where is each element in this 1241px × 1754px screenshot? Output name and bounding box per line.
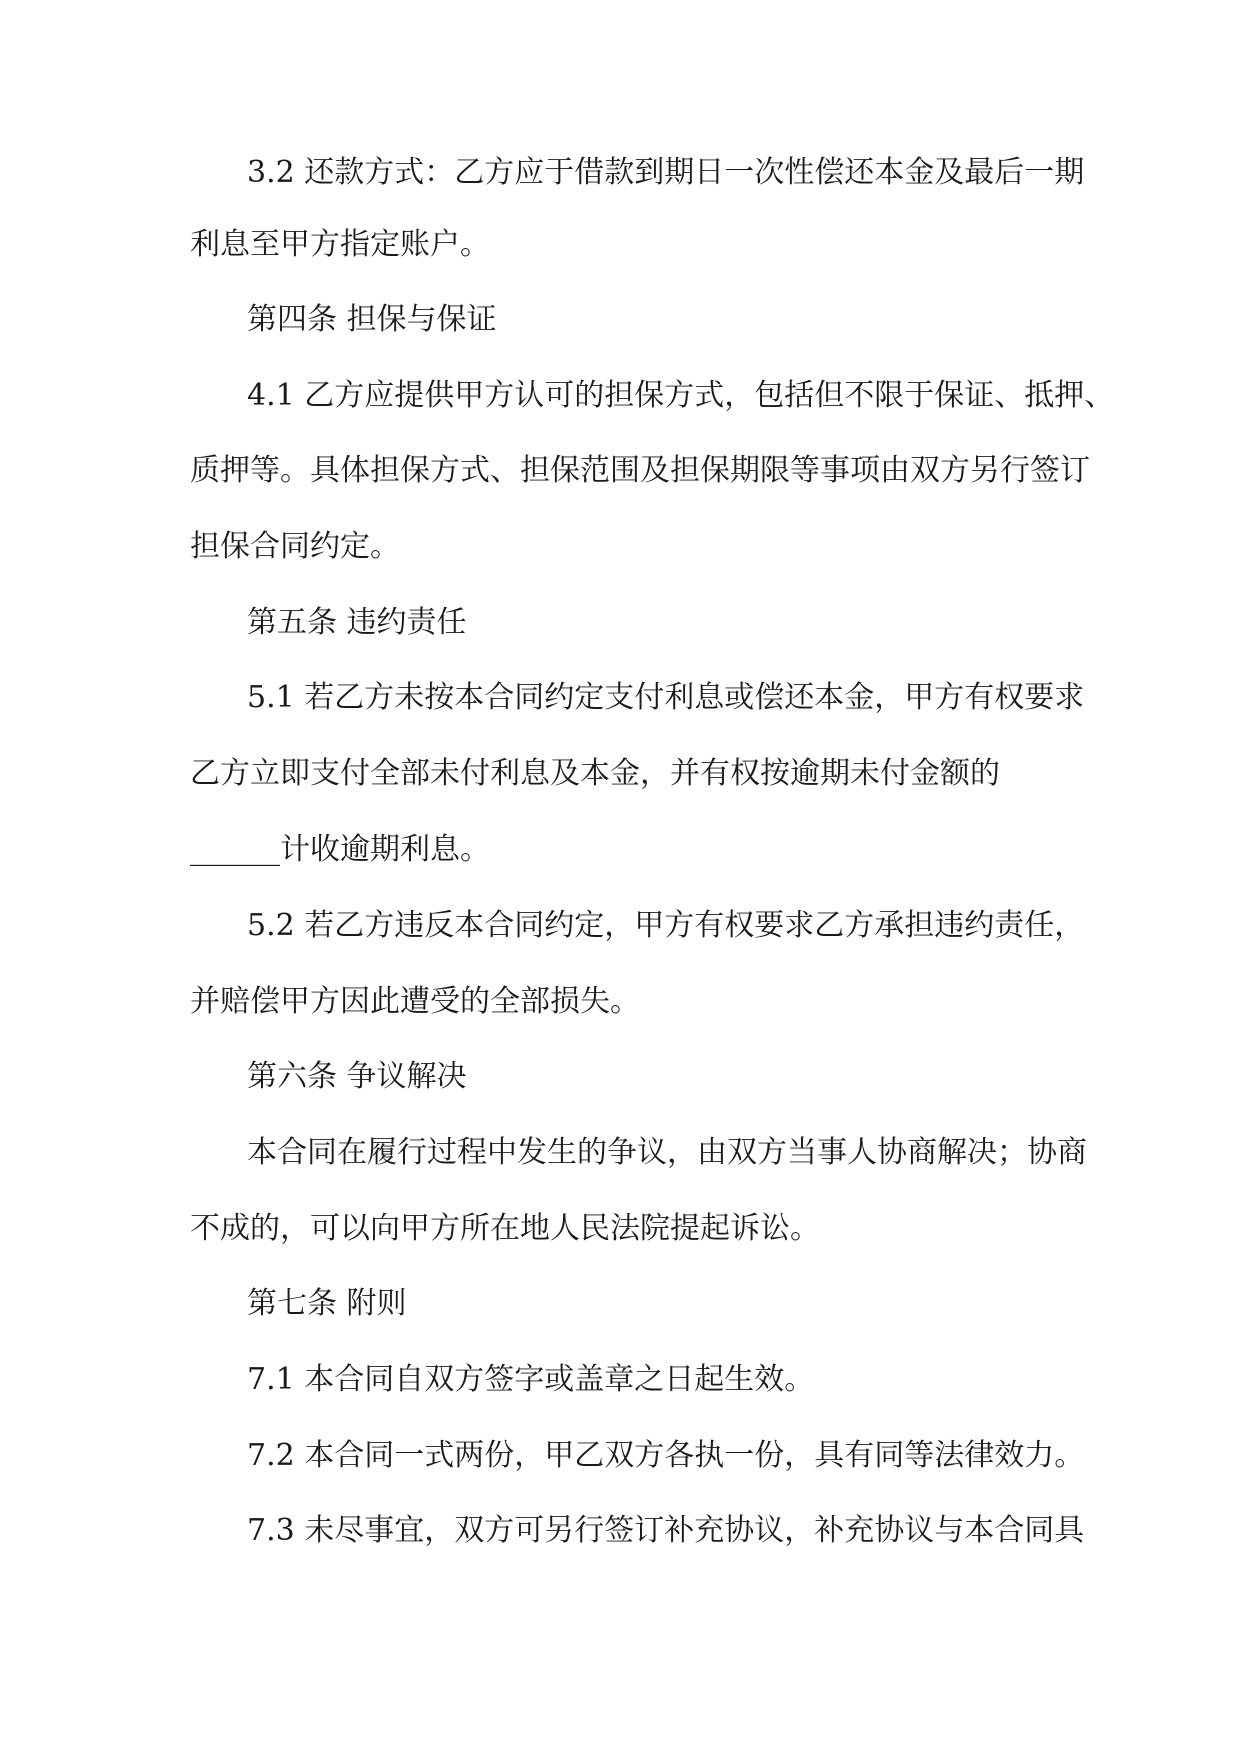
clause-4-1-line-2: 质押等。具体担保方式、担保范围及担保期限等事项由双方另行签订 [190,453,1090,488]
article-7-heading: 第七条 附则 [247,1286,407,1321]
clause-3-2-line-1: 3.2 还款方式：乙方应于借款到期日一次性偿还本金及最后一期 [247,155,1085,190]
clause-4-1-line-3: 担保合同约定。 [190,529,400,564]
clause-5-2-line-2: 并赔偿甲方因此遭受的全部损失。 [190,984,640,1019]
clause-5-1-line-3: ______计收逾期利息。 [190,832,490,867]
article-6-body-line-1: 本合同在履行过程中发生的争议，由双方当事人协商解决；协商 [247,1135,1087,1170]
clause-5-1-line-2: 乙方立即支付全部未付利息及本金，并有权按逾期未付金额的 [190,756,1000,791]
clause-7-2: 7.2 本合同一式两份，甲乙双方各执一份，具有同等法律效力。 [247,1438,1085,1473]
clause-3-2-line-2: 利息至甲方指定账户。 [190,227,490,262]
clause-7-3-line-1: 7.3 未尽事宜，双方可另行签订补充协议，补充协议与本合同具 [247,1513,1085,1548]
clause-5-2-line-1: 5.2 若乙方违反本合同约定，甲方有权要求乙方承担违约责任， [247,908,1085,943]
clause-5-1-line-1: 5.1 若乙方未按本合同约定支付利息或偿还本金，甲方有权要求 [247,680,1085,715]
article-6-body-line-2: 不成的，可以向甲方所在地人民法院提起诉讼。 [190,1211,820,1246]
clause-7-1: 7.1 本合同自双方签字或盖章之日起生效。 [247,1362,815,1397]
clause-4-1-line-1: 4.1 乙方应提供甲方认可的担保方式，包括但不限于保证、抵押、 [247,378,1115,413]
article-4-heading: 第四条 担保与保证 [247,302,497,337]
article-6-heading: 第六条 争议解决 [247,1059,467,1094]
article-5-heading: 第五条 违约责任 [247,605,467,640]
